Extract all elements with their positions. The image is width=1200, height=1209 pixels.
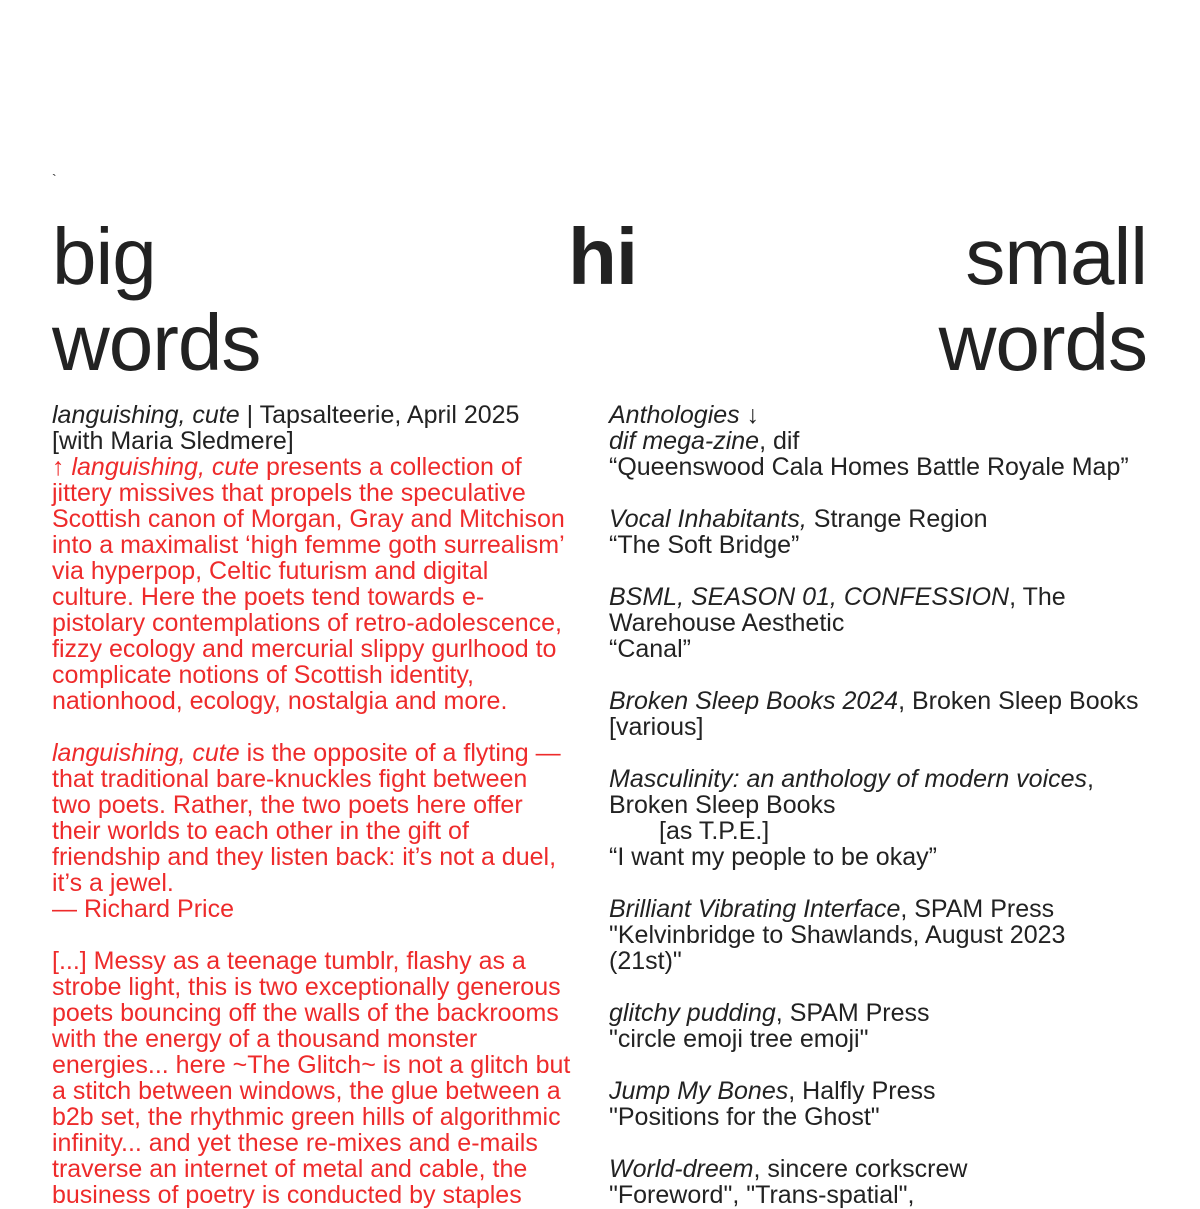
anthology-publisher-cont: Warehouse Aesthetic	[609, 609, 845, 637]
book-blurb	[52, 454, 590, 1208]
quote-line: it’s a jewel.	[52, 869, 174, 897]
blurb-line: fizzy ecology and mercurial slippy gurlhood to	[52, 635, 557, 663]
masthead-right-line-2: words	[938, 298, 1147, 387]
anthology-publisher: , The	[1009, 583, 1066, 611]
anthology-piece: “Canal”	[609, 635, 691, 663]
quote-attribution: — Richard Price	[52, 895, 234, 923]
quote-line: friendship and they listen back: it’s not a duel,	[52, 843, 557, 871]
anthology-publisher: , Broken Sleep Books	[898, 687, 1139, 715]
anthology-piece: "Kelvinbridge to Shawlands, August 2023	[609, 921, 1066, 949]
quote-line: b2b set, the rhythmic green hills of algorithmic	[52, 1103, 561, 1131]
anthology-title: dif mega-zine	[609, 427, 760, 455]
masthead-hi-link[interactable]: hi	[568, 212, 638, 301]
quote-line: a stitch between windows, the glue between a	[52, 1077, 561, 1105]
anthology-title: Jump My Bones	[609, 1077, 789, 1105]
anthologies-label: Anthologies	[609, 401, 740, 429]
anthology-publisher: , Halfly Press	[788, 1077, 936, 1105]
quote-line: [...] Messy as a teenage tumblr, flashy as a	[52, 947, 526, 975]
book-collaborator: [with Maria Sledmere]	[52, 427, 294, 455]
quote-text: is the opposite of a flyting —	[239, 739, 561, 767]
blurb-line: nationhood, ecology, nostalgia and more.	[52, 687, 508, 715]
anthology-publisher: , SPAM Press	[775, 999, 930, 1027]
backtick-mark: `	[52, 171, 57, 187]
book-heading	[52, 402, 590, 428]
anthology-piece: [various]	[609, 713, 704, 741]
quote-line: with the energy of a thousand monster	[52, 1025, 478, 1053]
blurb-text: presents a collection of	[259, 453, 522, 481]
anthology-publisher: , SPAM Press	[900, 895, 1055, 923]
quote-line: traverse an internet of metal and cable, the	[52, 1155, 528, 1183]
anthology-entry	[609, 766, 1169, 792]
masthead-left-line-1: big	[52, 212, 156, 301]
blurb-line: pistolary contemplations of retro-adolescence,	[52, 609, 562, 637]
anthology-piece: "Positions for the Ghost"	[609, 1103, 880, 1131]
anthology-publisher: , dif	[759, 427, 800, 455]
anthology-title: Masculinity: an anthology of modern voices	[609, 765, 1088, 793]
anthology-publisher: Strange Region	[806, 505, 988, 533]
anthology-entry	[609, 896, 1169, 922]
expand-down-arrow-icon: ↓	[746, 401, 760, 429]
anthology-entry	[609, 506, 1169, 532]
anthology-publisher: ,	[1087, 765, 1094, 793]
anthologies-column	[609, 402, 1169, 1208]
blurb-line: via hyperpop, Celtic futurism and digital	[52, 557, 489, 585]
anthology-title: Vocal Inhabitants,	[609, 505, 807, 533]
book-title: languishing, cute	[52, 401, 240, 429]
anthology-title: Broken Sleep Books 2024	[609, 687, 899, 715]
anthology-note: [as T.P.E.]	[659, 817, 770, 845]
anthology-title: World-dreem	[609, 1155, 754, 1183]
masthead-left	[52, 214, 260, 386]
blurb-line: into a maximalist ‘high femme goth surrealism’	[52, 531, 565, 559]
anthology-piece: “The Soft Bridge”	[609, 531, 800, 559]
quote-line: poets bouncing off the walls of the backrooms	[52, 999, 559, 1027]
anthology-title: Brilliant Vibrating Interface	[609, 895, 901, 923]
blurb-line: Scottish canon of Morgan, Gray and Mitchison	[52, 505, 565, 533]
anthology-piece: "circle emoji tree emoji"	[609, 1025, 869, 1053]
anthology-piece: (21st)"	[609, 947, 682, 975]
quote-line: business of poetry is conducted by staples	[52, 1181, 522, 1209]
anthology-piece: "Foreword", "Trans-spatial",	[609, 1181, 915, 1209]
book-column	[52, 402, 590, 1208]
anthology-entry	[609, 1000, 1169, 1026]
anthology-entry	[609, 584, 1169, 610]
anthology-piece: “Queenswood Cala Homes Battle Royale Map”	[609, 453, 1129, 481]
anthology-entry	[609, 688, 1169, 714]
blurb-title: languishing, cute	[71, 453, 260, 481]
quote-line: their worlds to each other in the gift of	[52, 817, 469, 845]
quote-line: energies... here ~The Glitch~ is not a glitch but	[52, 1051, 571, 1079]
anthology-title: glitchy pudding	[609, 999, 776, 1027]
quote-title: languishing, cute	[52, 739, 240, 767]
quote-line: that traditional bare-knuckles fight between	[52, 765, 528, 793]
masthead-left-line-2: words	[52, 298, 261, 387]
quote-line: strobe light, this is two exceptionally generous	[52, 973, 561, 1001]
anthology-entry	[609, 428, 1169, 454]
blurb-line: complicate notions of Scottish identity,	[52, 661, 474, 689]
anthology-entry	[609, 1078, 1169, 1104]
anthology-publisher-cont: Broken Sleep Books	[609, 791, 836, 819]
blurb-line	[52, 454, 590, 480]
book-publisher-date: | Tapsalteerie, April 2025	[239, 401, 520, 429]
anthology-title: BSML, SEASON 01, CONFESSION	[609, 583, 1010, 611]
blurb-line: jittery missives that propels the speculative	[52, 479, 526, 507]
blurb-line: culture. Here the poets tend towards e-	[52, 583, 485, 611]
quote-line	[52, 740, 590, 766]
masthead-right	[939, 214, 1147, 386]
anthology-piece: “I want my people to be okay”	[609, 843, 937, 871]
collapse-up-arrow-icon[interactable]: ↑	[52, 453, 65, 481]
masthead-right-line-1: small	[965, 212, 1147, 301]
masthead	[52, 212, 1147, 387]
anthologies-toggle[interactable]	[609, 402, 1169, 428]
quote-line: infinity... and yet these re-mixes and e-mails	[52, 1129, 538, 1157]
anthology-publisher: , sincere corkscrew	[753, 1155, 968, 1183]
quote-line: two poets. Rather, the two poets here offer	[52, 791, 523, 819]
anthology-entry	[609, 1156, 1169, 1182]
